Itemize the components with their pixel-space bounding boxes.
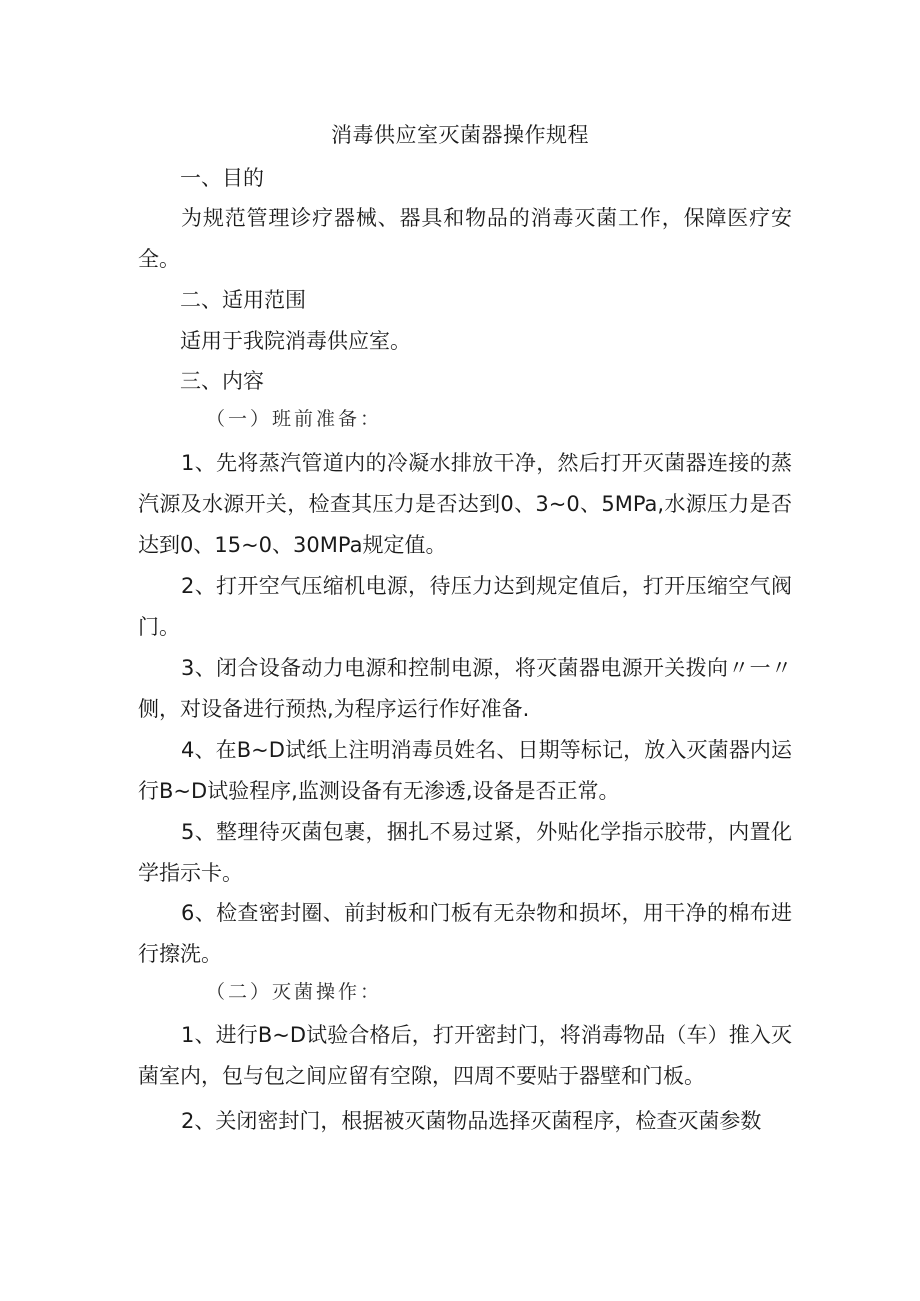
preparation-item: 4、在B~D试纸上注明消毒员姓名、日期等标记，放入灭菌器内运行B~D试验程序,监测设备有无渗透,设备是否正常。 [138,738,792,803]
preparation-item: 3、闭合设备动力电源和控制电源，将灭菌器电源开关拨向〃一〃侧，对设备进行预热,为程序运行作好准备. [138,656,792,721]
subsection-heading-preparation: （一）班前准备： [206,408,383,430]
sterilization-item: 2、关闭密封门，根据被灭菌物品选择灭菌程序，检查灭菌参数 [181,1109,762,1133]
scope-paragraph: 适用于我院消毒供应室。 [180,329,411,353]
section-heading-purpose: 一、目的 [180,166,264,190]
section-heading-scope: 二、适用范围 [180,288,306,312]
preparation-item: 5、整理待灭菌包裹，捆扎不易过紧，外贴化学指示胶带，内置化学指示卡。 [138,820,792,885]
sterilization-item: 1、进行B~D试验合格后，打开密封门，将消毒物品（车）推入灭菌室内，包与包之间应留有空隙，四周不要贴于器壁和门板。 [138,1023,792,1088]
preparation-item: 2、打开空气压缩机电源，待压力达到规定值后，打开压缩空气阀门。 [138,574,792,639]
purpose-paragraph: 为规范管理诊疗器械、器具和物品的消毒灭菌工作，保障医疗安全。 [138,206,792,271]
section-heading-content: 三、内容 [180,369,264,393]
preparation-item: 6、检查密封圈、前封板和门板有无杂物和损坏，用干净的棉布进行擦洗。 [138,901,792,966]
subsection-heading-sterilization: （二）灭菌操作： [206,981,383,1003]
preparation-item: 1、先将蒸汽管道内的冷凝水排放干净，然后打开灭菌器连接的蒸汽源及水源开关，检查其压力是否达到0、3~0、5MPa,水源压力是否达到0、15~0、30MPa规定值。 [138,451,792,557]
document-title: 消毒供应室灭菌器操作规程 [331,123,589,147]
